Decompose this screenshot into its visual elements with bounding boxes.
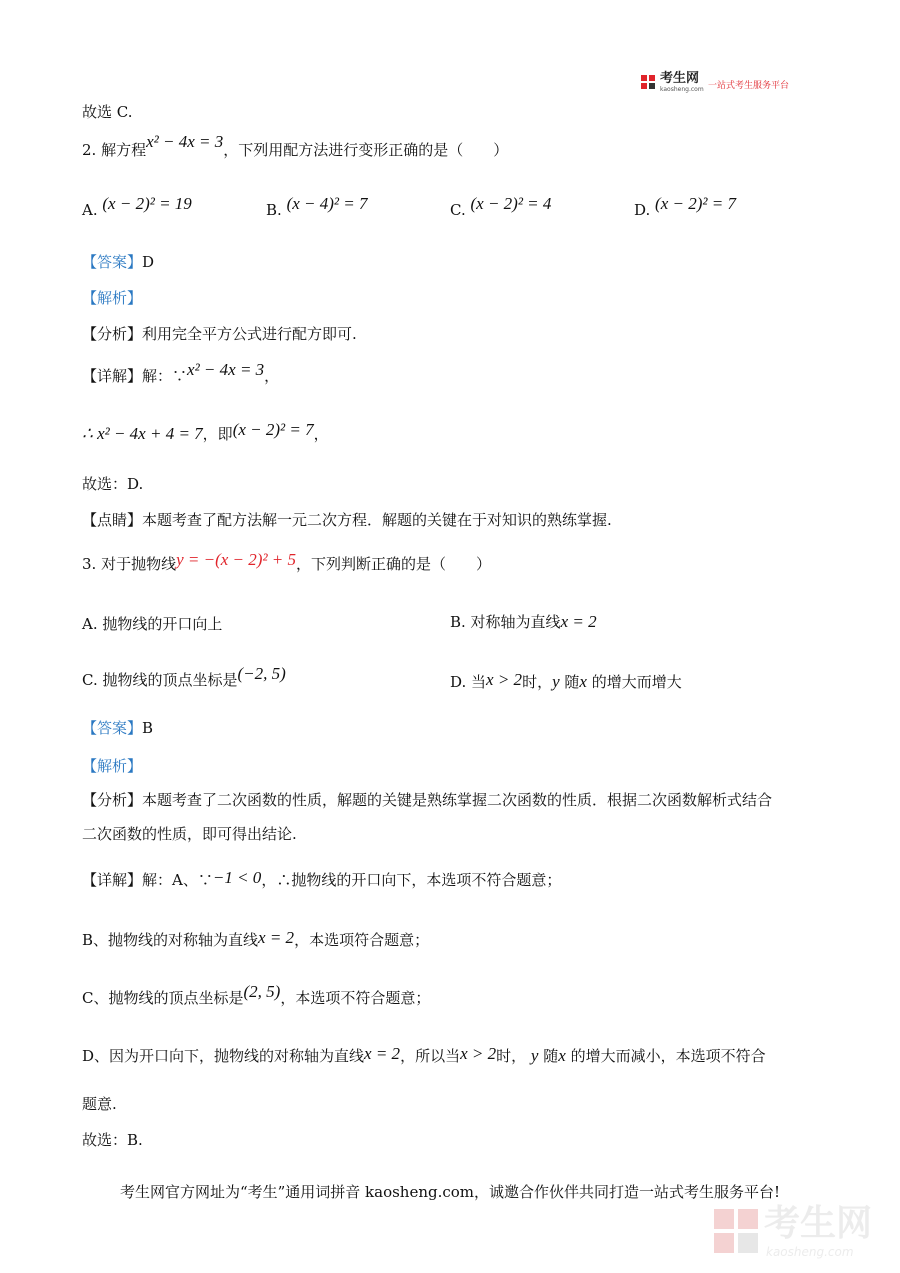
logo-text: 考生网 [660,71,700,86]
q3-answer: 【答案】B [82,719,154,737]
q3-option-b: B. 对称轴为直线x = 2 [450,612,597,631]
q3-detail-c: C、抛物线的顶点坐标是(2, 5)，本选项不符合题意； [82,982,431,1007]
q3-option-d: D. 当x > 2时，y 随x 的增大而增大 [450,670,682,691]
q2-option-d: D. (x − 2)² = 7 [634,194,736,219]
q2-dianjing: 【点睛】本题考查了配方法解一元二次方程．解题的关键在于对知识的熟练掌握. [82,511,612,529]
q2-option-b: B. (x − 4)² = 7 [266,194,368,219]
q2-choose: 故选：D. [82,475,144,493]
watermark [712,1203,882,1263]
q3-detail-d: D、因为开口向下，抛物线的对称轴为直线x = 2，所以当x > 2时， y 随x 的增大而减小，本选项不符合 [82,1044,766,1065]
question-3: 3. 对于抛物线y = −(x − 2)² + 5，下列判断正确的是（ ） [82,550,492,573]
q3-analysis-tag: 【解析】 [82,757,143,775]
header-logo [640,72,810,94]
q2-detail-2: ∴ x² − 4x + 4 = 7，即(x − 2)² = 7， [82,420,329,443]
q2-fenxi: 【分析】利用完全平方公式进行配方即可. [82,325,357,343]
q2-option-c: C. (x − 2)² = 4 [450,194,552,219]
q3-option-a: A. 抛物线的开口向上 [82,615,223,633]
q3-detail-b: B、抛物线的对称轴为直线x = 2，本选项符合题意； [82,928,430,949]
kaosheng-logo-icon [640,74,656,90]
logo-sub: kaosheng.com [660,86,704,93]
q3-fenxi-1: 【分析】本题考查了二次函数的性质，解题的关键是熟练掌握二次函数的性质．根据二次函数解析式结合 [82,791,773,809]
q3-fenxi-2: 二次函数的性质，即可得出结论. [82,825,297,843]
q3-detail-a: 【详解】解：A、∵−1 < 0，∴抛物线的开口向下，本选项不符合题意； [82,868,562,889]
q2-equation: x² − 4x = 3 [146,132,224,151]
q2-option-a: A. (x − 2)² = 19 [82,194,192,219]
q3-option-c: C. 抛物线的顶点坐标是(−2, 5) [82,664,286,689]
prev-answer-line: 故选 C. [82,103,133,121]
q3-equation: y = −(x − 2)² + 5 [176,550,297,569]
header-slogan: 一站式考生服务平台 [708,81,790,91]
q3-choose: 故选：B. [82,1131,143,1149]
q3-detail-d-cont: 题意. [82,1095,117,1113]
footer-text: 考生网官方网址为“考生”通用词拼音 kaosheng.com，诚邀合作伙伴共同打造一站式考生服务平台! [119,1183,781,1201]
watermark-text: 考生网 [764,1203,873,1244]
q2-detail-1: 【详解】解：∵x² − 4x = 3， [82,360,280,385]
question-2: 2. 解方程x² − 4x = 3，下列用配方法进行变形正确的是（ ） [82,132,509,159]
watermark-sub: kaosheng.com [766,1245,854,1259]
q2-analysis-tag: 【解析】 [82,289,143,307]
watermark-logo-icon [712,1207,760,1255]
q2-answer: 【答案】D [82,253,155,271]
